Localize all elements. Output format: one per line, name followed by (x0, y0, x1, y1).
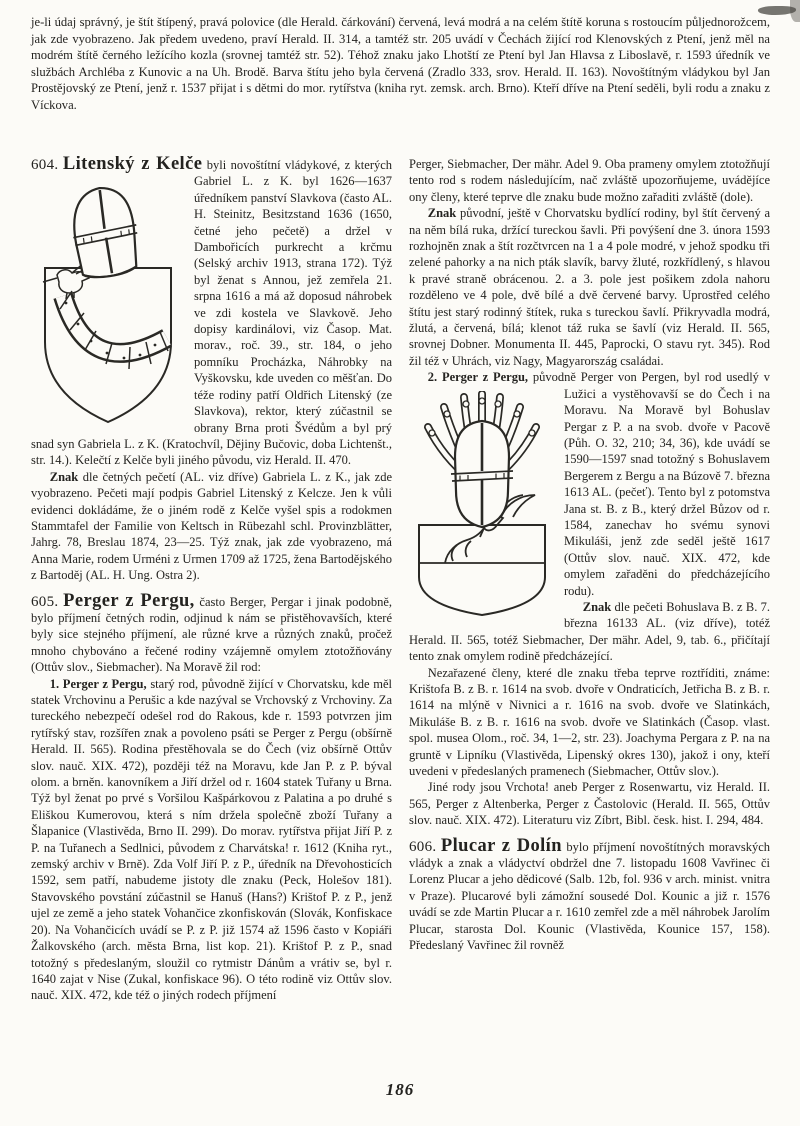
entry-604 (31, 156, 392, 584)
column-right (409, 156, 770, 1106)
entry-604-znak-paragraph (31, 469, 392, 584)
entry-605-unclassified-paragraph: Nezařazené členy, které dle znaku třeba teprve roztříditi, známe: Krištofa B. z B. r. 1614 na svob. dvoře v Ondraticích, Jetřicha B. z B. r. 1614 na mlýně v Nivnici a r. 1616 na svob. dvoře ve Slatinkách, Mikuláše B. z B. r. 1616 na svob. dvoře ve Slatinkách (Časop. vlast. spol. musea Olom., roč. 34, 1—2, str. 23). Joachyma Pergara z P. na na gruntě v Lipníku (Vlastivěda, Lipenský okres 130), jakož i ony, kteří uvedeni v předeslaných pramenech (Siebmacher, Ottův slov.). (409, 665, 770, 779)
entry-605-lead-paragraph (31, 590, 392, 676)
znak2-text: dle pečeti Bohuslava B. z B. 7. března 16133 AL. (viz dříve), totéž Herald. II. 565, totéž Siebmacher, Der mähr. Adel, 9, tab. 6., přičítají tento znak omylem rodině předcházející. (409, 599, 770, 664)
znak-lead: Znak (427, 206, 457, 221)
perger-coat-of-arms-illustration (411, 391, 553, 619)
entry-605-title: Perger z Pergu, (63, 590, 195, 611)
column-left (31, 156, 392, 1106)
entry-604-text-body: z kterých Gabriel L. z K. byl 1626—1637 úředníkem panství Slavkova (často AL. H. Steinitz, Besitzstand 1636 (1650, četné jeho pečetě) a držel v Dambořicích purkrecht a krčmu (Selský archiv 1913, strana 172). Týž byl ženat s Annou, jež zemřela 21. srpna 1616 a má až doposud náhrobek ve zdi kostela ve Slavkově. Jeho dopisy kardinálovi, viz Časop. Mat. morav., roč. 39., str. 184, o jeho pomníku Procházka, Náhrobky na Vyškovsku, kde uveden co měšťan. Do téže rodiny patří Oldřich Litenský (ze Slavkova), rektor, který zúčastnil se obrany Brna proti Švédům a byl prý snad syn Gabriela L. z K. (Kratochvíl, Dějiny Bučovic, doba Lichtenšt., str. 14.). Kelečtí z Kelče byli jiného původu, viz Herald. II. 470. (31, 158, 392, 468)
entry-606-number: 606. (409, 838, 437, 855)
znak1-text: původní, ještě v Chorvatsku bydlící rodiny, byl štít červený a na něm bílá ruka, držící tureckou šavli. Při povýšení dne 3. února 1593 rozhojněn znak a štít rozčtvrcen na 1 a 4 pole modré, v jehož spodku tři zelené pahorky a na nich pták slavík, barvy žluté, rozkřídlený, s hlavou k pravé straně obrácenou. 2. a 3. pole jest pošikem zdola nahoru rozděleno ve 4 pole, dvě bílé a dvě červené barvy. Uprostřed celého štítu jest starý rodinný štítek, ruka s tureckou šavlí. Přikryvadla modrá, žlutá, a červená, bílá; klenot táž ruka se šavlí (viz Herald. II. 565, srovnej Dobner. Monumenta II. 445, Paprocki, O stavu ryt. 345). Rod žil též v Uhrách, viz Nagy, Magyarország családai. (409, 206, 770, 368)
shield-figure (419, 525, 545, 615)
entry-606-title: Plucar z Dolín (440, 835, 562, 856)
entry-604-title: Litenský z Kelče (62, 156, 203, 174)
entry-604-znak-text: dle četných pečetí (AL. viz dříve) Gabriela L. z K., jak zde vyobrazeno. Pečeti mají podpis Gabriel Litenský z Kelcze. Jen k vůli evidenci dokládáme, že o jiném rodě z Kelče vyšel spis a rodokmen Stammtafel der Familie von Keltsch in Rübezahl schl. Provinzblätter, Jahrg. 78, Breslau 1874, 23—25. Týž znak, jak zde vyobrazeno, má Anna Marie, rodem Urméni z Urmen 1709 až 1725, žena Bartodějského z Bartoděj (AL. H. Ung. Ostra 2). (31, 469, 392, 583)
entry-606 (409, 835, 770, 954)
litensky-coat-of-arms-figure (33, 178, 183, 430)
znak-lead: Znak (582, 599, 612, 614)
entry-604-lead-paragraph (31, 156, 392, 469)
entry-605-family2-paragraph (409, 369, 770, 599)
entry-605-znak1-paragraph (409, 205, 770, 369)
two-column-layout (31, 156, 770, 1106)
page-number: 186 (385, 1080, 415, 1099)
litensky-coat-of-arms-illustration (33, 178, 183, 430)
entry-605-intro-text: často Berger, Pergar i jinak podobně, bylo příjmení četných rodin, odjinud k nám se přistěhovavších, které byly sice stejného příjmení, ale různé krve a různých znaků, pročež mnoho chybováno a řečené rodiny vzájemně omylem ztotožňovány (Ottův slov., Siebmacher). Na Moravě žil rod: (31, 594, 392, 675)
entry-604-text-head: byli novoštítní vládykové, (206, 158, 341, 172)
intro-paragraph: je-li údaj správný, je štít štípený, pravá polovice (dle Herald. čárkování) červená, levá modrá a na celém štítě koruna s rostoucím půljednorožcem, jak zde vyobrazeno. Jak předem uvedeno, praví Herald. II. 314, a tamtéž str. 205 uvádí v Čechách žijící rod Klenovských z Ptení, jenž měl na modrém štítě černého ležícího kozla (srovnej tamtéž str. 52). Téhož znaku jako Lhotští ze Ptení byl Jan Hlavsa z Liboslavě, r. 1593 úředník ve službách Archléba z Kunovic a na Uh. Brodě. Barva štítu jeho byla červená (Zradlo 333, srov. Herald. II. 163). Novoštítným vládykou byl Jan Prostějovský ze Ptení, jenž r. 1537 přijat i s dětmi do mor. rytířstva (kniha ryt. zemsk. arch. Brno). Kteří dříve na Ptení seděli, byli rodu a znaku z Víckova. (31, 15, 770, 112)
entry-605-family1-paragraph (31, 676, 392, 1004)
family2-text-head: původně Perger von Pergen, byl (532, 370, 700, 385)
entry-606-lead-paragraph (409, 835, 770, 954)
family1-text-left: starý rod, původně žijící v Chorvatsku, kde měl statek Vrchovinu a Perušic a kde nazýval se Vrchovský z Vrchoviny. Za tureckého nebezpečí odešel rod do Rakous, kde r. 1593 potvrzen jim rytířský stav, rozšířen znak a povoleno psáti se Perger z Pergu (obšírně Herald. II. 565). Rodina přestěhovala se do Čech (viz obšírně Ottův slov. nauč. XIX. 472), později též na Moravu, kde Jan P. z P. býval olom. a brněn. kanovníkem a Jiří držel od r. 1604 statek Tuřany u Brna. Týž byl ženat po prvé s Voršilou Kašpárkovou z Palatina a po druhé s Eliškou Kumerovou, která s ním držela společně zboží Tuřany a Šlapanice (Vlastivěda, Brno II. 299). Do morav. rytířstva přijat Jiří P. z P. na Tuřanech a Sedlnici, původem z Charvátska! r. 1612 (Kniha ryt., zemský archiv v Brně). Zda Volf Jiří P. z P., úředník na Dřevohosticích 1592, sem patří, nabudeme jistoty dle znaku (Peck, Holešov 181). Stavovského povstání zúčastnil se Hanuš (Hans?) Krištof P. z P., jenž ujel ze země a jeho statek Vohančice zkonfiskován (Slovák, Konfiskace 20). Na Vohančicích uvádí se P. z P. již 1574 až 1596 často v Kopiáři Žalkovského (arch. města Brna, list kop. 21). Krištof P. z P., snad totožný s předeslaným, sloužil co rytmistr Dánům a vrátiv se, byl r. 1640 zajat v Nise (Zukal, konfiskace 96). O této rodině viz Ottův slov. nauč. XIX. 472, kde též o jiných rodech příjmení (31, 676, 392, 1003)
entry-606-text: bylo příjmení novoštítných moravských vládyk a znak a vládyctví obdržel dne 7. listopadu 1608 Vavřinec či Lorenz Plucar a jeho dědicové (Salb. 12b, fol. 936 v arch. minist. vnitra v Praze). Plucarové byli zámožní sousedé Dol. Kounic a již r. 1576 uvádí se zde Martin Plucar a r. 1610 zemřel zde a měl náhrobek Jarolím Plucar, starosta Dol. Kounic (Vlastivěda, Kounice 157, 158). Předeslaný Vavřinec žil rovněž (409, 839, 770, 953)
family2-lead: 2. Perger z Pergu, (427, 370, 529, 385)
family2-text-body: rod usedlý v Lužici a vystěhovavší se do Čech i na Moravu. Na Moravě byl Bohuslav Pergar z P. a na svob. dvoře v Pacově (Půh. O. 32, 210; 34, 36), kde uvádí se 1590—1597 snad totožný s Bohuslavem Bergerem z Bergu a na Búzově 7. března 1613 AL. (pečeť). Tento byl z potomstva Jana st. B. z B., který držel Bůzov od r. 1584, zanechav ho svému synovi Mikuláši, jenž zde seděl ještě 1617 (Ottův slov. nauč. XIX. 472, kde omylem zařaděni do předcházejícího rodu). (564, 370, 770, 598)
entry-605-other-families-paragraph: Jiné rody jsou Vrchota! aneb Perger z Rosenwartu, viz Herald. II. 565, Perger z Altenberka, Perger z Častolovic (Herald. II. 565, Ottův slov. nauč. XIX. 472). Literaturu viz Zíbrt, Bibl. česk. hist. I. 294, 484. (409, 780, 770, 828)
family1-continuation-paragraph: Perger, Siebmacher, Der mähr. Adel 9. Oba prameny omylem ztotožňují tento rod s rodem následujícím, nač zvláště upozorňujeme, uvádějíce ony členy, které teprve dle znaku bude možno zařaditi zvláště (dole). (409, 157, 770, 204)
helm-figure (68, 185, 142, 281)
family1-lead: 1. Perger z Pergu, (49, 676, 147, 691)
perger-coat-of-arms-figure (411, 391, 553, 619)
helm-figure (451, 421, 513, 527)
entry-604-number: 604. (31, 157, 59, 173)
znak-lead: Znak (49, 469, 79, 484)
entry-605 (31, 590, 392, 1004)
entry-605-number: 605. (31, 593, 59, 610)
